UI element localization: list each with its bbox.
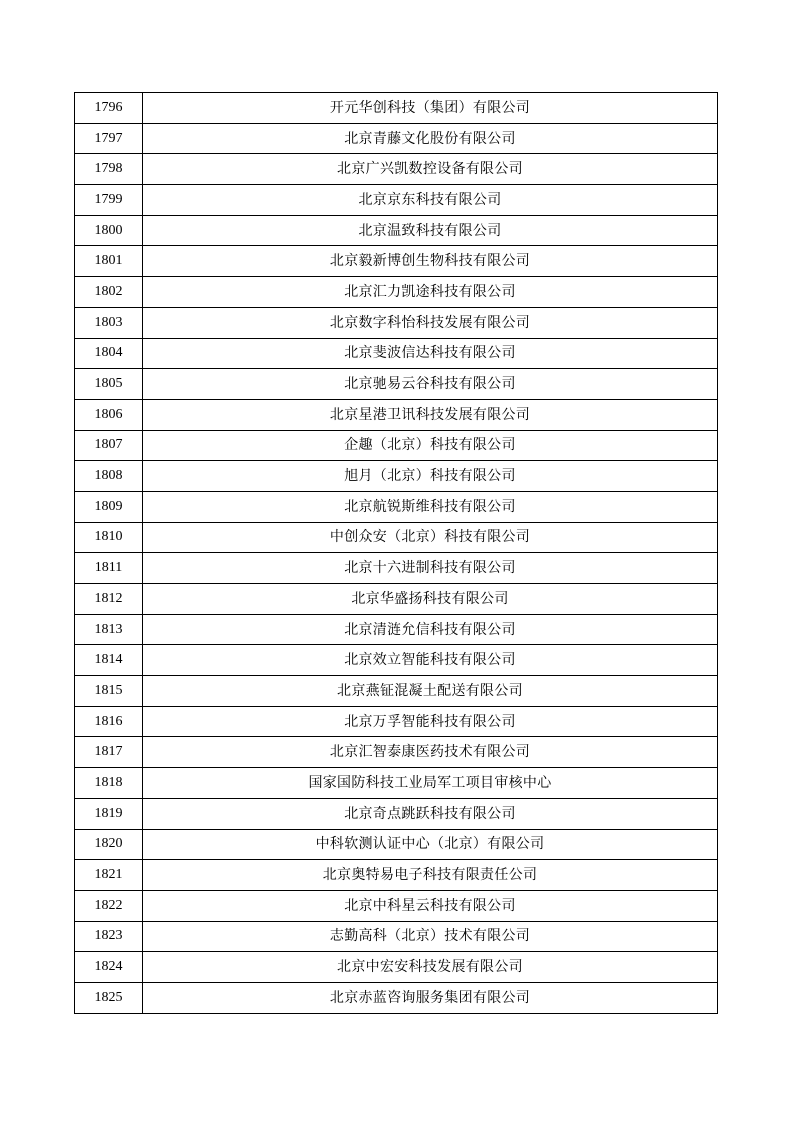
row-number-cell: 1810 (75, 522, 143, 553)
company-name-cell: 北京京东科技有限公司 (143, 185, 718, 216)
company-name-cell: 北京驰易云谷科技有限公司 (143, 369, 718, 400)
company-name-cell: 志勤高科（北京）技术有限公司 (143, 921, 718, 952)
company-name-cell: 开元华创科技（集团）有限公司 (143, 93, 718, 124)
company-name-cell: 北京奇点跳跃科技有限公司 (143, 798, 718, 829)
row-number-cell: 1805 (75, 369, 143, 400)
table-row (75, 706, 718, 737)
row-number-cell: 1808 (75, 461, 143, 492)
company-name-cell: 北京航锐斯维科技有限公司 (143, 491, 718, 522)
company-name-cell: 国家国防科技工业局军工项目审核中心 (143, 768, 718, 799)
company-name-cell: 北京华盛扬科技有限公司 (143, 584, 718, 615)
row-number-cell: 1809 (75, 491, 143, 522)
company-name-cell: 北京万孚智能科技有限公司 (143, 706, 718, 737)
company-name-cell: 北京温致科技有限公司 (143, 215, 718, 246)
row-number-cell: 1811 (75, 553, 143, 584)
table-row (75, 430, 718, 461)
row-number-cell: 1817 (75, 737, 143, 768)
table-row (75, 491, 718, 522)
row-number-cell: 1813 (75, 614, 143, 645)
table-row (75, 584, 718, 615)
table-row (75, 123, 718, 154)
row-number-cell: 1814 (75, 645, 143, 676)
table-row (75, 645, 718, 676)
row-number-cell: 1798 (75, 154, 143, 185)
row-number-cell: 1799 (75, 185, 143, 216)
company-name-cell: 北京效立智能科技有限公司 (143, 645, 718, 676)
table-row (75, 307, 718, 338)
table-row (75, 185, 718, 216)
table-row (75, 737, 718, 768)
row-number-cell: 1801 (75, 246, 143, 277)
company-name-cell: 北京青藤文化股份有限公司 (143, 123, 718, 154)
company-name-cell: 北京赤蓝咨询服务集团有限公司 (143, 982, 718, 1013)
table-row (75, 798, 718, 829)
table-row (75, 338, 718, 369)
table-row (75, 522, 718, 553)
company-name-cell: 北京燕钲混凝土配送有限公司 (143, 676, 718, 707)
row-number-cell: 1818 (75, 768, 143, 799)
company-name-cell: 中科软测认证中心（北京）有限公司 (143, 829, 718, 860)
company-name-cell: 旭月（北京）科技有限公司 (143, 461, 718, 492)
company-name-cell: 北京奥特易电子科技有限责任公司 (143, 860, 718, 891)
table-row (75, 277, 718, 308)
row-number-cell: 1822 (75, 890, 143, 921)
table-row (75, 768, 718, 799)
company-name-cell: 北京星港卫讯科技发展有限公司 (143, 399, 718, 430)
table-row (75, 676, 718, 707)
company-name-cell: 北京广兴凯数控设备有限公司 (143, 154, 718, 185)
table-row (75, 154, 718, 185)
table-row (75, 461, 718, 492)
row-number-cell: 1797 (75, 123, 143, 154)
company-name-cell: 北京中宏安科技发展有限公司 (143, 952, 718, 983)
row-number-cell: 1800 (75, 215, 143, 246)
row-number-cell: 1812 (75, 584, 143, 615)
company-name-cell: 企趣（北京）科技有限公司 (143, 430, 718, 461)
table-row (75, 399, 718, 430)
company-name-cell: 北京毅新博创生物科技有限公司 (143, 246, 718, 277)
row-number-cell: 1815 (75, 676, 143, 707)
company-list-table (74, 92, 718, 1014)
table-row (75, 93, 718, 124)
company-name-cell: 北京汇智泰康医药技术有限公司 (143, 737, 718, 768)
row-number-cell: 1802 (75, 277, 143, 308)
table-row (75, 829, 718, 860)
table-row (75, 860, 718, 891)
row-number-cell: 1824 (75, 952, 143, 983)
row-number-cell: 1820 (75, 829, 143, 860)
table-row (75, 921, 718, 952)
row-number-cell: 1807 (75, 430, 143, 461)
table-row (75, 890, 718, 921)
table-row (75, 215, 718, 246)
company-name-cell: 北京十六进制科技有限公司 (143, 553, 718, 584)
row-number-cell: 1804 (75, 338, 143, 369)
row-number-cell: 1825 (75, 982, 143, 1013)
company-name-cell: 中创众安（北京）科技有限公司 (143, 522, 718, 553)
row-number-cell: 1796 (75, 93, 143, 124)
row-number-cell: 1816 (75, 706, 143, 737)
row-number-cell: 1803 (75, 307, 143, 338)
row-number-cell: 1819 (75, 798, 143, 829)
table-row (75, 553, 718, 584)
row-number-cell: 1821 (75, 860, 143, 891)
table-row (75, 369, 718, 400)
company-name-cell: 北京数字科怡科技发展有限公司 (143, 307, 718, 338)
row-number-cell: 1806 (75, 399, 143, 430)
table-row (75, 614, 718, 645)
table-row (75, 952, 718, 983)
company-name-cell: 北京中科星云科技有限公司 (143, 890, 718, 921)
table-body (75, 93, 718, 1014)
company-name-cell: 北京斐波信达科技有限公司 (143, 338, 718, 369)
company-name-cell: 北京汇力凯途科技有限公司 (143, 277, 718, 308)
table-row (75, 982, 718, 1013)
company-name-cell: 北京清涟允信科技有限公司 (143, 614, 718, 645)
table-row (75, 246, 718, 277)
row-number-cell: 1823 (75, 921, 143, 952)
